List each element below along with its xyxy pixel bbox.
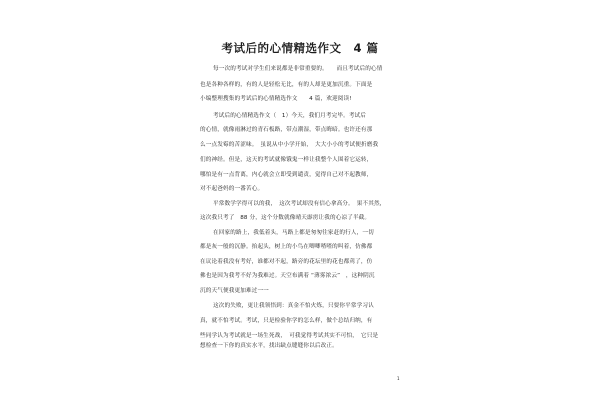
page-title: 考试后的心情精选作文 4 篇 — [221, 41, 379, 55]
text-line-6: 么一点发霉的苦涩味。 虽说从中小学开始， 大大小小的考试便折磨我 — [200, 142, 379, 148]
text-line-20: 想检查一下你的真实水平，找出缺点缝缝你以后改正。 — [200, 343, 338, 349]
text-line-16: 沉的天气便我更加难过一一 — [200, 288, 269, 294]
text-line-4: 考试后的心情精选作文（ 1）今天，我们月考完毕。考试后 — [213, 113, 367, 119]
text-line-5: 的心情，就像雨淋过的青石板路，带点潮湿，带点晦暗。也许还有那 — [200, 127, 373, 133]
text-line-12: 在回家的路上，我低着头，马路上都是匆匆往家赶的行人，一切 — [213, 230, 374, 236]
page-number: 1 — [397, 376, 400, 381]
text-line-1: 每一次的考试对学生们来说都是非常重要的。 而且考试后的心情 — [213, 66, 383, 72]
text-line-7: 们的神经。但是，这天的考试就像饿鬼一样让我整个人围着它运转， — [200, 157, 373, 163]
text-line-15: 佛也是因为我考不好为我难过。天空布满着 “薄雾浓云” ，这种阴沉 — [200, 273, 375, 279]
text-line-2: 也是各种各样的，有的人是轻松无比，有的人却是更加沉重。下面是 — [200, 82, 373, 88]
text-line-18: 真，就不怕考试。考试，只是检验你学的怎么样，做个总结归纳，有 — [200, 318, 373, 324]
text-line-9: 对不起爸妈的一番苦心。 — [200, 186, 264, 192]
text-line-14: 在议论着我没有考好，谁都对不起，路旁的花坛里的花也都蔫了，仿 — [200, 259, 373, 265]
text-line-19: 些同学认为考试就是一场生死战， 可我觉得考试其实不可怕， 它只是 — [200, 333, 379, 339]
text-line-8: 哪怕是有一点背离，内心就会立即受到谴责，觉得自己对不起教师， — [200, 172, 373, 178]
text-line-13: 都是灰一般的沉静。抬起头，树上的小鸟在唧唧喳喳的叫着，仿佛都 — [200, 244, 373, 250]
text-line-3: 小编整理搜集的考试后的心情精选作文 4 篇，欢迎阅读! — [200, 96, 352, 102]
text-line-11: 这次我只考了 88 分，这个分数就像晴天霹雳让我的心凉了半截。 — [200, 215, 371, 221]
text-line-10: 平常数学学得可以的我， 这次考试却没有信心拿高分。 果不其然， — [213, 201, 386, 207]
text-line-17: 这次的失败，更让我领悟到：真金不怕火炼，只要你平常学习认 — [213, 303, 374, 309]
